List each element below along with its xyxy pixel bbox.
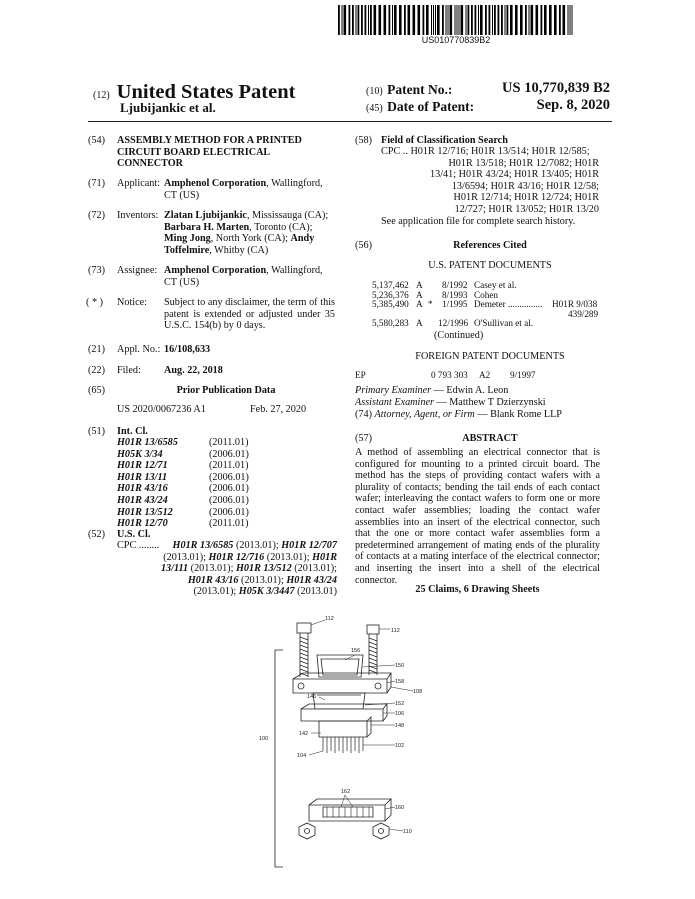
code-51: (51) <box>88 426 105 437</box>
cpc-year: (2013.01); <box>193 586 239 598</box>
search-line: CPC .. H01R 12/716; H01R 13/514; H01R 12/585; <box>381 146 590 157</box>
assistant-examiner-name: — Matthew T Dzierzynski <box>433 397 546 409</box>
assignee-name: Amphenol Corporation <box>164 265 267 276</box>
foreign-kind: A2 <box>479 370 491 380</box>
code-12: (12) <box>93 90 110 101</box>
class-code: H01R 43/16 <box>117 483 168 495</box>
inventor-name: Barbara H. Marten <box>164 221 250 233</box>
appl-no-label: Appl. No.: <box>117 344 161 355</box>
filed-label: Filed: <box>117 365 141 376</box>
class-code: H01R 13/11 <box>117 471 168 483</box>
class-year: (2006.01) <box>209 494 249 506</box>
ref-142: 142 <box>299 731 309 737</box>
code-56: (56) <box>355 240 372 251</box>
continued-note: (Continued) <box>434 330 484 341</box>
cpc-class: 13/111 <box>160 563 189 575</box>
applicant-country: CT (US) <box>164 189 200 201</box>
cpc-class: H01R <box>312 551 337 563</box>
ref-name: Cohen <box>474 289 498 300</box>
ref-156: 156 <box>351 648 361 654</box>
code-10: (10) <box>366 86 383 97</box>
inventor-city: , Toronto (CA); <box>249 221 313 233</box>
code-22: (22) <box>88 365 105 376</box>
primary-examiner-name: — Edwin A. Leon <box>431 385 509 396</box>
inventor-short: Ljubijankic et al. <box>120 100 216 115</box>
appl-no: 16/108,633 <box>164 344 211 355</box>
us-references <box>372 280 600 340</box>
int-cl-row <box>117 495 337 507</box>
ref-108: 108 <box>413 689 423 695</box>
inventor-name: Ming Jong <box>164 233 211 245</box>
ref-name: Demeter ............... <box>474 299 543 309</box>
inventors-value <box>164 210 342 256</box>
class-code: H01R 13/512 <box>117 506 173 518</box>
class-code: H01R 12/71 <box>117 460 168 472</box>
code-54: (54) <box>88 135 105 146</box>
ref-158: 158 <box>395 679 405 685</box>
code-74: (74) <box>355 409 375 421</box>
ref-kind: A <box>416 299 423 309</box>
ref-106: 106 <box>395 711 405 717</box>
class-code: H05K 3/34 <box>117 448 163 460</box>
ref-100: 100 <box>259 736 269 742</box>
primary-examiner-label: Primary Examiner <box>355 385 432 396</box>
ref-kind: A <box>416 280 423 290</box>
class-year: (2006.01) <box>209 448 249 460</box>
title-line: ASSEMBLY METHOD FOR A PRINTED <box>117 135 302 146</box>
prior-pub-date: Feb. 27, 2020 <box>250 404 307 415</box>
ref-112b: 112 <box>391 628 400 634</box>
search-line: H01R 12/714; H01R 12/724; H01R <box>453 192 599 204</box>
class-year: (2006.01) <box>209 471 249 483</box>
foreign-country: EP <box>355 370 366 380</box>
cpc-label: CPC ........ <box>117 540 160 551</box>
class-year: (2011.01) <box>209 518 249 530</box>
search-line: 13/41; H01R 43/24; H01R 13/405; H01R <box>430 169 599 181</box>
patent-date-row <box>366 99 610 115</box>
applicant-label: Applicant: <box>117 178 161 189</box>
attorney-name: — Blank Rome LLP <box>474 409 562 421</box>
assignee-country: CT (US) <box>164 276 200 288</box>
code-71: (71) <box>88 178 105 189</box>
ref-class: 439/289 <box>568 308 599 319</box>
code-73: (73) <box>88 265 105 276</box>
patent-date: Sep. 8, 2020 <box>536 97 610 113</box>
code-45: (45) <box>366 103 383 114</box>
ref-112a: 112 <box>325 616 334 622</box>
us-cl-text <box>150 540 337 598</box>
int-cl-row <box>117 472 337 484</box>
field-search-heading: Field of Classification Search <box>381 135 508 146</box>
field-search-lines <box>381 146 599 216</box>
title-line: CONNECTOR <box>117 158 184 170</box>
class-year: (2011.01) <box>209 437 249 448</box>
search-line: 12/727; H01R 13/052; H01R 13/20 <box>454 203 599 215</box>
cpc-class: H01R 43/16 <box>187 574 239 586</box>
ref-110: 110 <box>403 829 412 835</box>
code-notice: ( * ) <box>86 297 103 308</box>
inventor-city: , North York (CA); <box>210 233 291 245</box>
abstract-text: A method of assembling an electrical connector that is configured for mounting to a printed circuit board. The method has the steps of providing contact wafers with a plurality of contacts; bending the tail ends of each contact wafer; interleaving the contact wafers to form one or more contact wafer assemblies; loading the contact wafer assemblies into an insert of the electrical connector, such that the one or more contact wafer assemblies form a predetermined arrangement of mating ends of the plurality of contacts at a mating interface of the electrical connector; and inserting the insert into a shell of the electrical connector. <box>355 447 600 586</box>
prior-pub-number: US 2020/0067236 A1 <box>117 404 206 415</box>
foreign-docs-heading: FOREIGN PATENT DOCUMENTS <box>415 351 565 362</box>
ref-star: * <box>428 299 433 309</box>
ref-date: 8/1992 <box>442 280 468 290</box>
prior-pub-heading: Prior Publication Data <box>176 385 276 396</box>
attorney-label: Attorney, Agent, or Firm <box>374 409 475 421</box>
int-cl-list <box>117 437 337 530</box>
inventor-city: , Whitby (CA) <box>209 244 269 256</box>
us-cl-heading: U.S. Cl. <box>117 529 151 540</box>
cpc-year: (2013.01); <box>188 563 236 575</box>
ref-class: H01R 9/038 <box>552 299 598 309</box>
ref-102: 102 <box>395 743 405 749</box>
patent-title: United States Patent <box>116 81 296 103</box>
ref-name: O'Sullivan et al. <box>474 318 534 328</box>
patent-no-label: Patent No.: <box>387 82 453 97</box>
barcode <box>338 5 574 45</box>
code-57: (57) <box>355 433 372 444</box>
ref-date: 8/1993 <box>442 289 468 300</box>
int-cl-row <box>117 518 337 530</box>
notice-label: Notice: <box>117 297 147 308</box>
patent-number-row <box>366 82 610 98</box>
cpc-year: (2013.01); <box>233 540 282 551</box>
class-code: H01R 13/6585 <box>117 437 178 448</box>
int-cl-row <box>117 449 337 461</box>
notice-text: Subject to any disclaimer, the term of this patent is extended or adjusted under 35 U.S.C. 154(b) by 0 days. <box>164 297 335 332</box>
inventor-name: Andy <box>290 233 315 245</box>
patent-number: US 10,770,839 B2 <box>502 80 610 96</box>
ref-104: 104 <box>297 753 307 759</box>
header-rule <box>88 121 612 122</box>
cpc-class: H01R 43/24 <box>286 574 337 586</box>
inventor-city: , Mississauga (CA); <box>246 210 329 221</box>
class-year: (2006.01) <box>209 483 249 495</box>
applicant-city: , Wallingford, <box>266 178 323 189</box>
inventor-name: Zlatan Ljubijankic <box>164 210 247 221</box>
class-code: H01R 43/24 <box>117 494 168 506</box>
ref-number: 5,385,490 <box>372 299 409 309</box>
code-58: (58) <box>355 135 372 146</box>
cpc-class: H01R 13/6585 <box>172 540 234 551</box>
cpc-year: (2013.01); <box>163 551 209 563</box>
class-year: (2011.01) <box>209 460 249 472</box>
assignee-city: , Wallingford, <box>266 265 323 276</box>
ref-date: 1/1995 <box>442 299 468 309</box>
ref-150: 150 <box>395 663 405 669</box>
ref-number: 5,580,283 <box>372 318 409 328</box>
ref-number: 5,236,376 <box>372 289 409 300</box>
class-code: H01R 12/70 <box>117 518 168 530</box>
cpc-year: (2013.01); <box>264 551 313 563</box>
cpc-class: H01R 12/716 <box>208 551 265 563</box>
search-line: 13/6594; H01R 43/16; H01R 12/58; <box>451 180 599 192</box>
search-history-note: See application file for complete search history. <box>381 216 576 227</box>
screw-right <box>367 625 379 675</box>
screw-left <box>297 623 311 677</box>
title-block <box>117 135 337 170</box>
ref-146: 146 <box>307 694 317 700</box>
int-cl-row <box>117 483 337 495</box>
abstract-heading: ABSTRACT <box>462 433 518 444</box>
filed-date: Aug. 22, 2018 <box>164 365 223 376</box>
applicant-name: Amphenol Corporation <box>164 178 267 189</box>
cpc-class: H01R 12/707 <box>281 540 337 551</box>
attorney <box>355 409 605 421</box>
ref-name: Casey et al. <box>474 280 517 290</box>
title-line: CIRCUIT BOARD ELECTRICAL <box>117 146 271 158</box>
assistant-examiner <box>355 397 605 409</box>
class-year: (2006.01) <box>209 506 249 518</box>
int-cl-row <box>117 437 337 449</box>
assignee-label: Assignee: <box>117 265 158 276</box>
code-72: (72) <box>88 210 105 221</box>
assignee-value <box>164 265 339 288</box>
code-52: (52) <box>88 529 105 540</box>
search-line: H01R 13/518; H01R 12/7082; H01R <box>448 157 599 169</box>
code-21: (21) <box>88 344 105 355</box>
cpc-year: (2013.01); <box>238 574 287 586</box>
ref-date: 12/1996 <box>438 318 469 328</box>
foreign-date: 9/1997 <box>510 370 536 380</box>
us-docs-heading: U.S. PATENT DOCUMENTS <box>428 260 552 271</box>
ref-number: 5,137,462 <box>372 280 409 290</box>
barcode-graphic <box>338 5 574 35</box>
code-65: (65) <box>88 385 105 396</box>
int-cl-row <box>117 507 337 519</box>
ref-152: 152 <box>395 701 405 707</box>
barcode-number: US010770839B2 <box>421 35 491 45</box>
cpc-year: (2013.01) <box>294 586 337 598</box>
examiners <box>355 385 605 421</box>
inventor-name: Toffelmire <box>164 244 210 256</box>
assistant-examiner-label: Assistant Examiner <box>355 397 434 409</box>
cpc-class: H01R 13/512 <box>235 563 292 575</box>
ref-162: 162 <box>341 789 351 795</box>
foreign-number: 0 793 303 <box>431 370 468 380</box>
int-cl-row <box>117 460 337 472</box>
primary-examiner <box>355 385 605 397</box>
claims-sheets: 25 Claims, 6 Drawing Sheets <box>415 584 540 595</box>
int-cl-heading: Int. Cl. <box>117 426 148 437</box>
cpc-year: (2013.01); <box>291 563 337 575</box>
ref-kind: A <box>416 289 423 300</box>
date-label: Date of Patent: <box>387 99 475 114</box>
ref-kind: A <box>416 318 423 328</box>
references-heading: References Cited <box>453 240 527 251</box>
connector-drawing <box>245 605 470 895</box>
ref-148: 148 <box>395 723 405 729</box>
applicant-value <box>164 178 339 201</box>
ref-160: 160 <box>395 805 405 811</box>
cpc-class: H05K 3/3447 <box>238 586 295 598</box>
inventors-label: Inventors: <box>117 210 159 221</box>
